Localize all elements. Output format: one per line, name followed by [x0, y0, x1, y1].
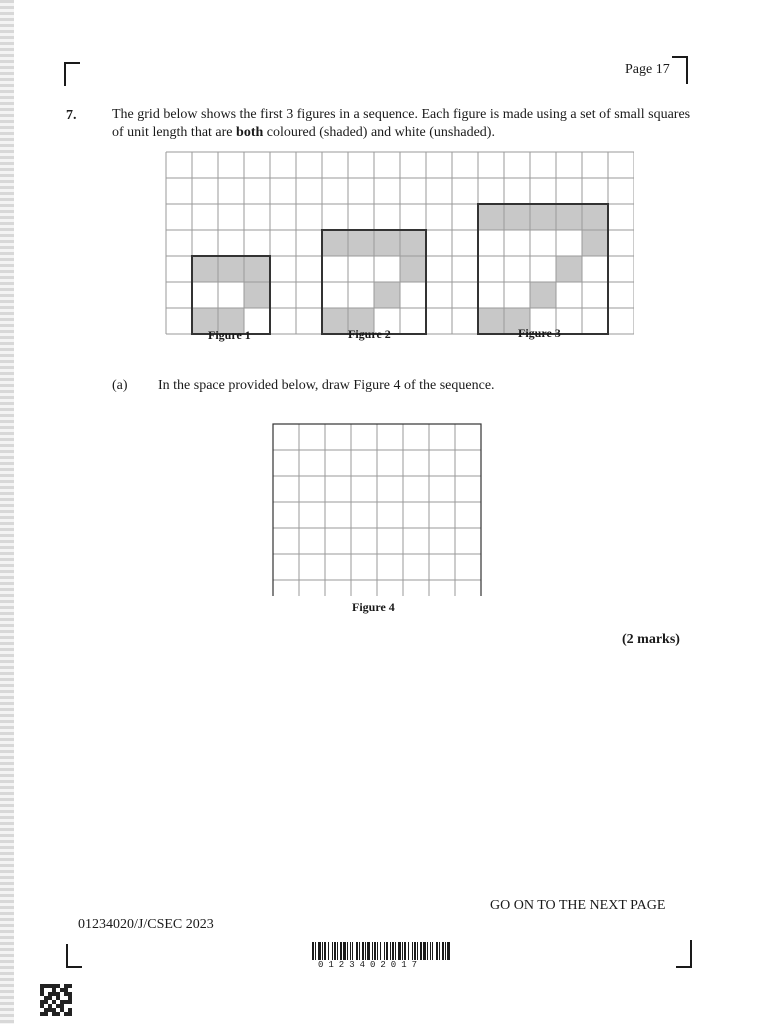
qr-module: [48, 996, 52, 1000]
qr-module: [68, 1008, 72, 1012]
barcode-bar: [356, 942, 358, 960]
qr-module: [64, 1000, 68, 1004]
shaded-square: [348, 230, 374, 256]
barcode-bar: [386, 942, 388, 960]
barcode-bar: [417, 942, 418, 960]
barcode-bar: [377, 942, 378, 960]
qr-module: [52, 1012, 56, 1016]
barcode-bar: [328, 942, 329, 960]
qr-module: [56, 996, 60, 1000]
qr-module: [44, 1012, 48, 1016]
shaded-square: [244, 256, 270, 282]
shaded-square: [374, 282, 400, 308]
qr-module: [56, 992, 60, 996]
qr-module: [64, 988, 68, 992]
qr-module: [40, 992, 44, 996]
shaded-square: [556, 204, 582, 230]
barcode-bar: [427, 942, 428, 960]
barcode-bar: [414, 942, 416, 960]
qr-module: [64, 992, 68, 996]
figure-3-label: Figure 3: [518, 326, 561, 340]
barcode-bar: [404, 942, 406, 960]
qr-module: [68, 996, 72, 1000]
shaded-square: [556, 256, 582, 282]
shaded-square: [192, 256, 218, 282]
shaded-square: [478, 308, 504, 334]
barcode-bar: [445, 942, 446, 960]
shaded-square: [374, 230, 400, 256]
qr-module: [56, 1012, 60, 1016]
barcode-bar: [334, 942, 336, 960]
qr-module: [56, 984, 60, 988]
exam-code: 01234020/J/CSEC 2023: [78, 917, 214, 932]
qr-module: [40, 1000, 44, 1004]
shaded-square: [322, 308, 348, 334]
crop-mark-bottom-left: [66, 944, 82, 968]
barcode-bar: [432, 942, 433, 960]
barcode-bar: [380, 942, 381, 960]
shaded-square: [322, 230, 348, 256]
qr-module: [40, 988, 44, 992]
barcode-bar: [398, 942, 401, 960]
barcode-number: 0123402017: [318, 960, 423, 970]
barcode-bar: [347, 942, 348, 960]
qr-module: [56, 1004, 60, 1008]
shaded-square: [400, 256, 426, 282]
qr-module: [60, 988, 64, 992]
figures-grid: [160, 148, 634, 348]
barcode-bar: [322, 942, 323, 960]
qr-module: [44, 984, 48, 988]
qr-module: [44, 1000, 48, 1004]
shaded-square: [582, 204, 608, 230]
barcode-bar: [312, 942, 314, 960]
qr-module: [44, 996, 48, 1000]
barcode-bar: [359, 942, 360, 960]
page-number: [625, 62, 670, 78]
shaded-square: [400, 230, 426, 256]
qr-module: [52, 988, 56, 992]
shaded-square: [530, 282, 556, 308]
qr-module: [40, 1012, 44, 1016]
barcode-bar: [374, 942, 376, 960]
question-text-start: The grid below shows the first 3 figures in a sequence. Each figure is made using a set of small squares of unit length that are: [112, 107, 691, 140]
barcode-bar: [365, 942, 366, 960]
barcode-bar: [332, 942, 333, 960]
barcode-bar: [442, 942, 444, 960]
barcode-bar: [447, 942, 450, 960]
qr-module: [68, 1000, 72, 1004]
shaded-square: [530, 204, 556, 230]
barcode-bar: [390, 942, 391, 960]
figure-2-label: Figure 2: [348, 327, 391, 341]
qr-module: [40, 1004, 44, 1008]
barcode-bar: [423, 942, 426, 960]
barcode-bar: [362, 942, 364, 960]
shaded-square: [218, 256, 244, 282]
part-a-text: In the space provided below, draw Figure 4 of the sequence.: [158, 378, 495, 393]
barcode-bar: [430, 942, 431, 960]
shaded-square: [582, 230, 608, 256]
crop-mark-top-right: [672, 56, 688, 84]
barcode-bar: [337, 942, 338, 960]
shaded-square: [244, 282, 270, 308]
crop-mark-bottom-right: [676, 940, 692, 968]
figure-4-label: Figure 4: [352, 600, 395, 614]
qr-module: [52, 1008, 56, 1012]
barcode-bar: [318, 942, 321, 960]
barcode-bar: [343, 942, 346, 960]
question-text-end: coloured (shaded) and white (unshaded).: [263, 125, 495, 140]
barcode-bar: [412, 942, 413, 960]
marks-label: (2 marks): [622, 632, 680, 647]
barcode-bar: [352, 942, 353, 960]
qr-module: [64, 1012, 68, 1016]
qr-module: [44, 1008, 48, 1012]
scan-edge: [0, 0, 14, 1024]
barcode-bar: [372, 942, 373, 960]
barcode-bar: [384, 942, 385, 960]
qr-module: [68, 1012, 72, 1016]
qr-module: [64, 984, 68, 988]
qr-module: [48, 1004, 52, 1008]
barcode-bar: [402, 942, 403, 960]
crop-mark-top-left: [64, 62, 80, 86]
question-text-bold: both: [236, 125, 264, 140]
page-label: Page: [625, 62, 653, 77]
qr-module: [52, 984, 56, 988]
barcode-bar: [420, 942, 422, 960]
barcode-bar: [324, 942, 326, 960]
barcode-bar: [395, 942, 396, 960]
part-a-label: (a): [112, 378, 128, 393]
qr-module: [48, 984, 52, 988]
shaded-square: [478, 204, 504, 230]
question-text: [112, 106, 692, 142]
qr-code: [40, 984, 72, 1016]
qr-module: [68, 992, 72, 996]
barcode-bar: [340, 942, 342, 960]
shaded-square: [504, 204, 530, 230]
qr-module: [60, 1008, 64, 1012]
qr-module: [40, 984, 44, 988]
qr-module: [48, 1008, 52, 1012]
barcode-bar: [315, 942, 316, 960]
qr-module: [68, 984, 72, 988]
figure-1-label: Figure 1: [208, 328, 251, 342]
next-page-note: GO ON TO THE NEXT PAGE: [490, 898, 666, 913]
qr-module: [48, 992, 52, 996]
qr-module: [60, 1000, 64, 1004]
qr-module: [60, 1004, 64, 1008]
qr-module: [52, 992, 56, 996]
question-number: 7.: [66, 108, 77, 123]
figure-4-answer-grid[interactable]: [270, 422, 482, 596]
barcode-bar: [350, 942, 351, 960]
page-number-value: 17: [655, 62, 670, 77]
barcode-bar: [408, 942, 409, 960]
barcode-bar: [392, 942, 394, 960]
barcode: [312, 942, 454, 960]
barcode-bar: [439, 942, 440, 960]
barcode-bar: [367, 942, 370, 960]
barcode-bar: [436, 942, 438, 960]
qr-module: [52, 1000, 56, 1004]
